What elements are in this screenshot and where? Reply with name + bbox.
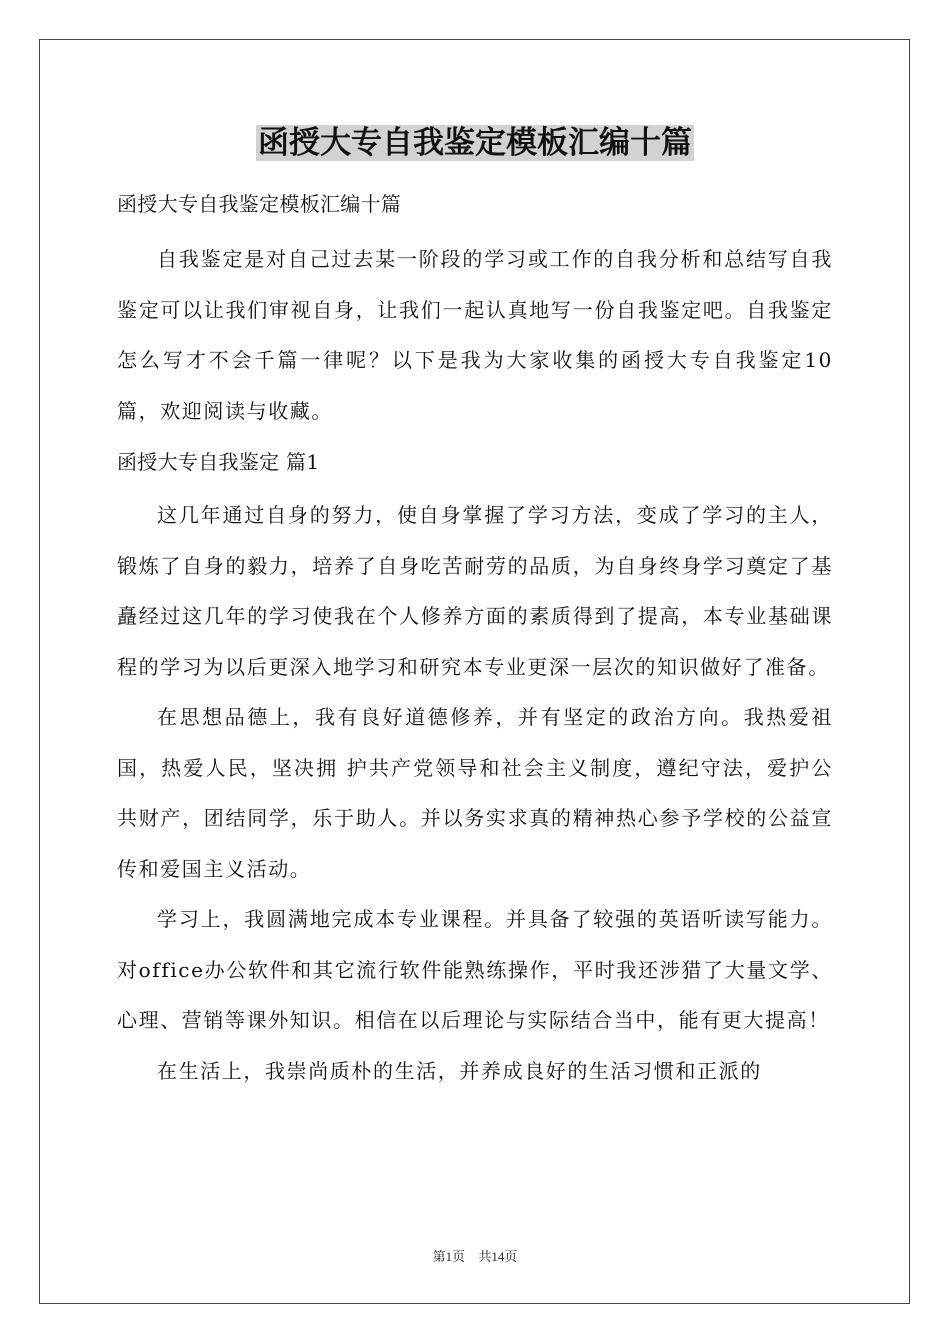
- document-title-text: 函授大专自我鉴定模板汇编十篇: [258, 125, 692, 161]
- page-total: 共14页: [478, 1249, 518, 1264]
- body-paragraph: 学习上，我圆满地完成本专业课程。并具备了较强的英语听读写能力。对office办公软件和其它流行软件能熟练操作，平时我还涉猎了大量文学、心理、营销等课外知识。相信在以后理论与实际结合当中，能有更大提高！: [117, 907, 833, 1032]
- section-heading: 函授大专自我鉴定 篇1: [117, 450, 320, 474]
- body-paragraph: 在生活上，我崇尚质朴的生活，并养成良好的生活习惯和正派的: [157, 1058, 762, 1083]
- document-body: [117, 118, 833, 1096]
- document-subtitle: 函授大专自我鉴定模板汇编十篇: [117, 192, 402, 216]
- page-footer: [0, 1246, 950, 1265]
- body-paragraph: 在思想品德上，我有良好道德修养，并有坚定的政治方向。我热爱祖国，热爱人民，坚决拥 护共产党领导和社会主义制度，遵纪守法，爱护公共财产，团结同学，乐于助人。并以务实求真的精神热心参予学校的公益宣传和爱国主义活动。: [117, 705, 833, 881]
- page-number: 第1页: [432, 1249, 466, 1264]
- intro-paragraph: 自我鉴定是对自己过去某一阶段的学习或工作的自我分析和总结写自我鉴定可以让我们审视自身，让我们一起认真地写一份自我鉴定吧。自我鉴定怎么写才不会千篇一律呢？以下是我为大家收集的函授大专自我鉴定10篇，欢迎阅读与收藏。: [117, 247, 833, 423]
- document-title: [117, 118, 833, 168]
- body-paragraph: 这几年通过自身的努力，使自身掌握了学习方法，变成了学习的主人，锻炼了自身的毅力，培养了自身吃苦耐劳的品质，为自身终身学习奠定了基矗经过这几年的学习使我在个人修养方面的素质得到了提高，本专业基础课程的学习为以后更深入地学习和研究本专业更深一层次的知识做好了准备。: [117, 503, 833, 679]
